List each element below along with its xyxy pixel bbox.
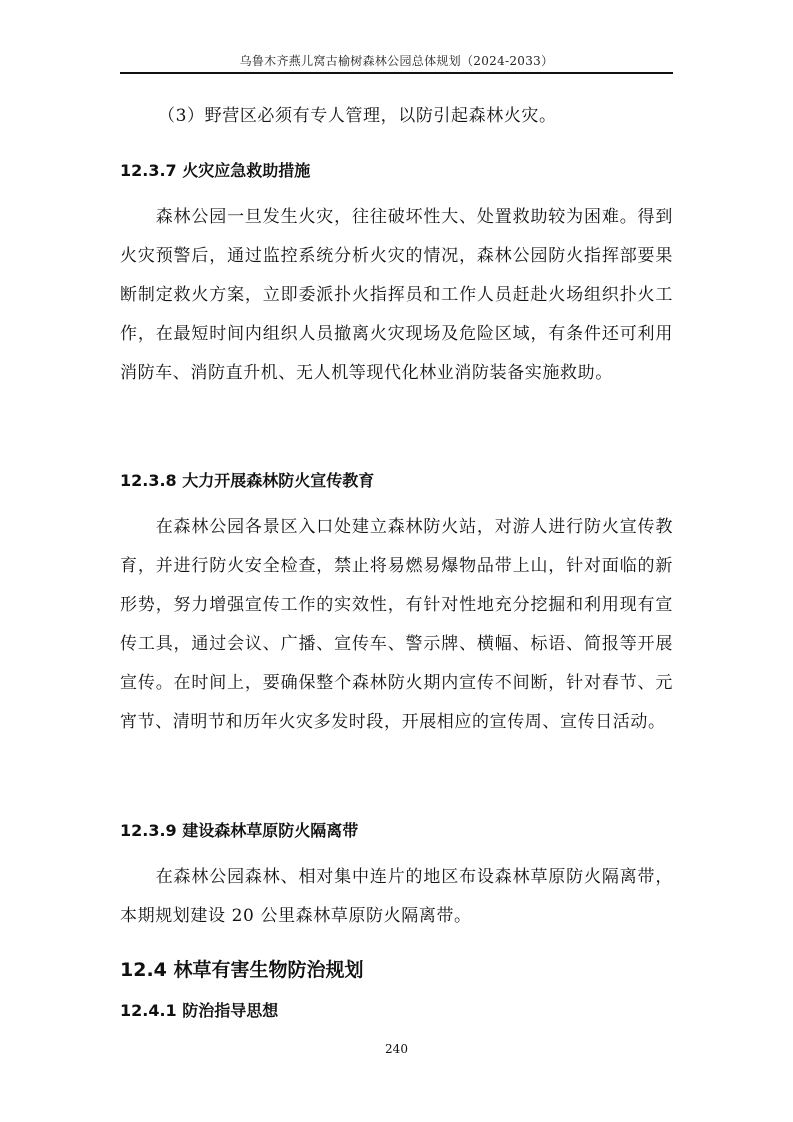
- section-heading-12-3-9: 12.3.9 建设森林草原防火隔离带: [120, 821, 359, 840]
- header-rule: [120, 72, 673, 74]
- running-header: 乌鲁木齐燕儿窝古榆树森林公园总体规划（2024-2033）: [239, 54, 554, 68]
- section-heading-12-4: 12.4 林草有害生物防治规划: [120, 959, 364, 981]
- paragraph-12-3-9: 在森林公园森林、相对集中连片的地区布设森林草原防火隔离带，本期规划建设 20 公里森林草原防火隔离带。: [120, 867, 673, 926]
- paragraph-12-3-8: 在森林公园各景区入口处建立森林防火站，对游人进行防火宣传教育，并进行防火安全检查，禁止将易燃易爆物品带上山，针对面临的新形势，努力增强宣传工作的实效性，有针对性地充分挖掘和利用现有宣传工具，通过会议、广播、宣传车、警示牌、横幅、标语、简报等开展宣传。在时间上，要确保整个森林防火期内宣传不间断，针对春节、元宵节、清明节和历年火灾多发时段，开展相应的宣传周、宣传日活动。: [120, 517, 673, 732]
- list-item-3: （3）野营区必须有专人管理，以防引起森林火灾。: [158, 106, 557, 126]
- section-heading-12-4-1: 12.4.1 防治指导思想: [120, 1001, 279, 1020]
- section-heading-12-3-7: 12.3.7 火灾应急救助措施: [120, 161, 311, 180]
- paragraph-12-3-7: 森林公园一旦发生火灾，往往破坏性大、处置救助较为困难。得到火灾预警后，通过监控系统分析火灾的情况，森林公园防火指挥部要果断制定救火方案，立即委派扑火指挥员和工作人员赶赴火场组织扑火工作，在最短时间内组织人员撤离火灾现场及危险区域，有条件还可利用消防车、消防直升机、无人机等现代化林业消防装备实施救助。: [120, 207, 673, 383]
- section-heading-12-3-8: 12.3.8 大力开展森林防火宣传教育: [120, 471, 375, 490]
- page-number: 240: [385, 1042, 408, 1056]
